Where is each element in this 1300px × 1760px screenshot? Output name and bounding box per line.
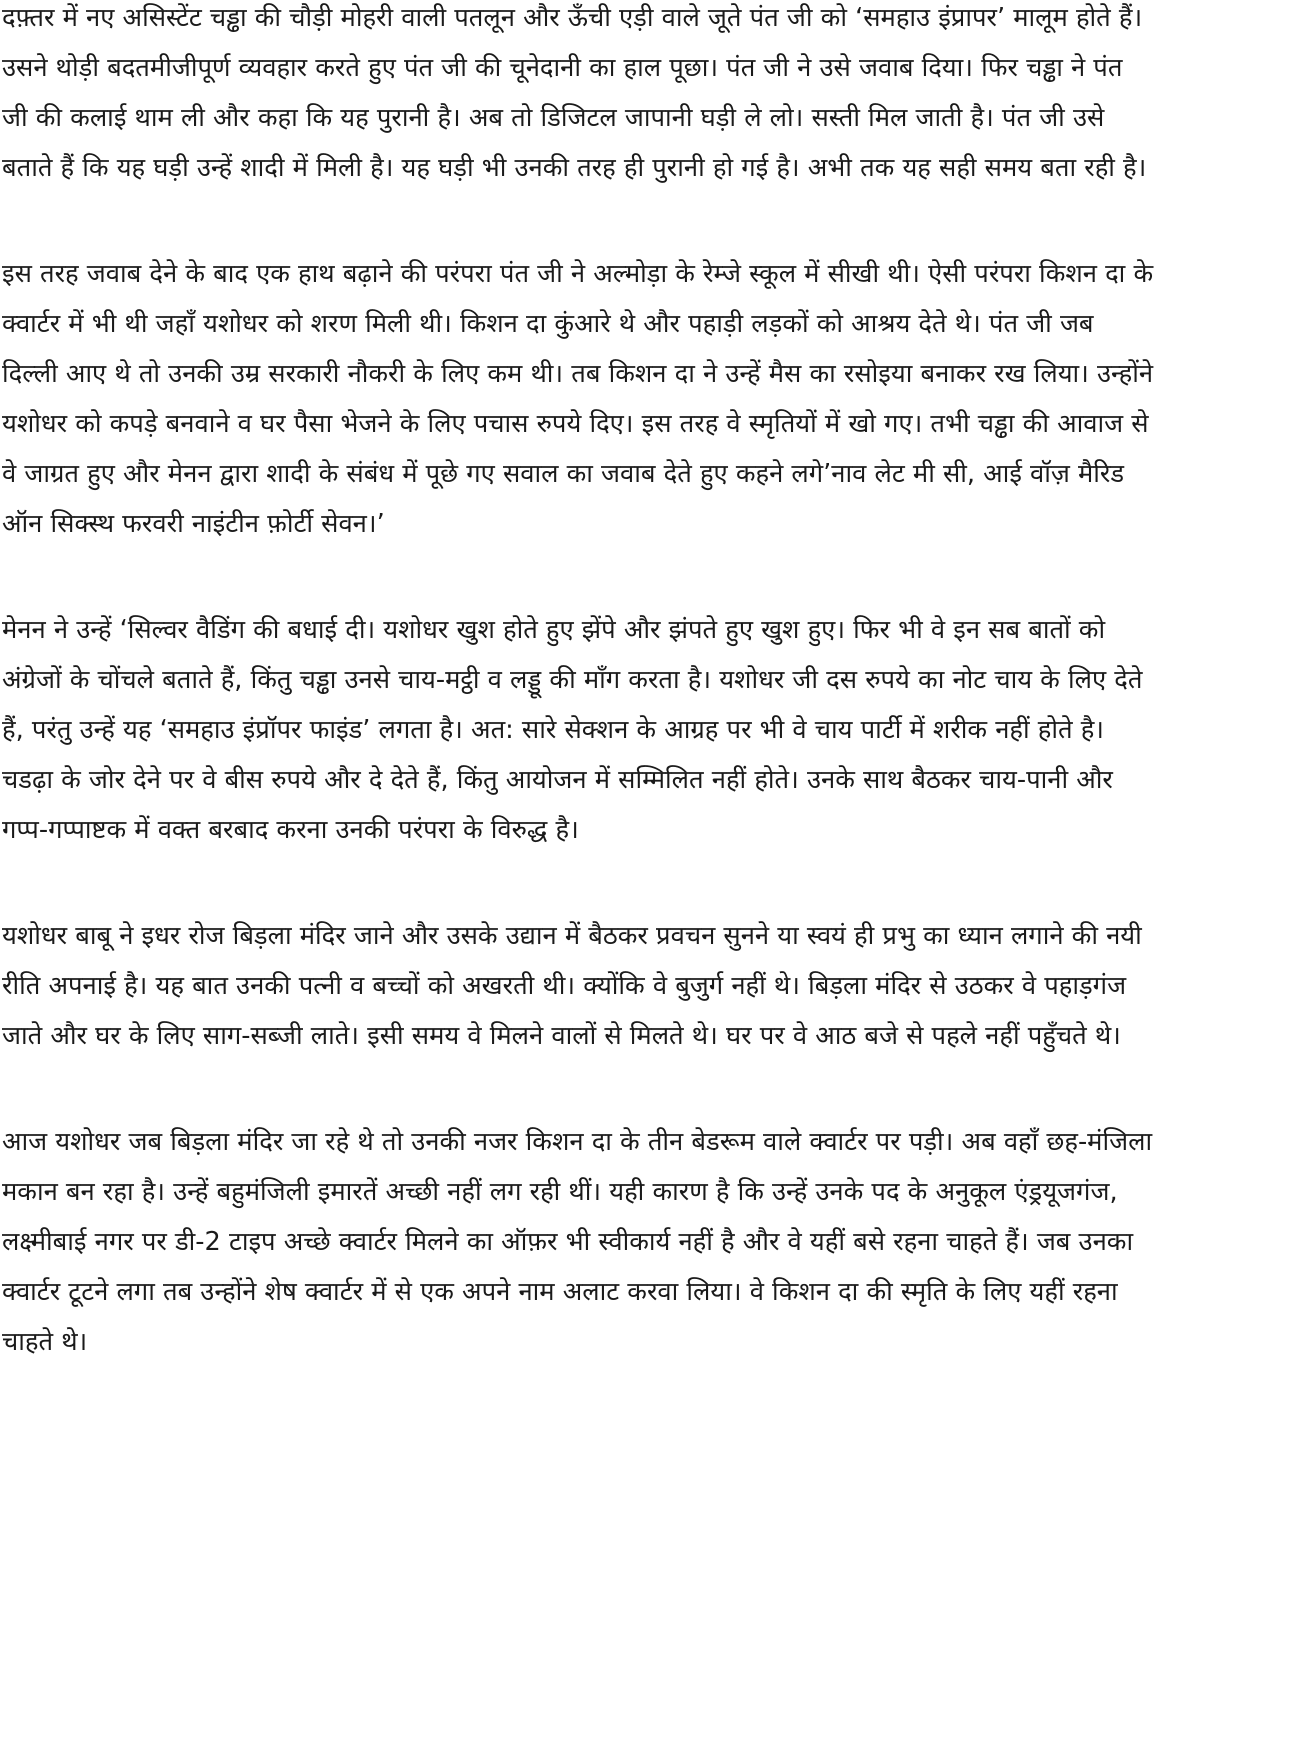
paragraph-4: यशोधर बाबू ने इधर रोज बिड़ला मंदिर जाने और उसके उद्यान में बैठकर प्रवचन सुनने या स्वयं ही प्रभु का ध्यान लगाने की नयी रीति अपनाई है। यह बात उनकी पत्नी व बच्चों को अखरती थी। क्योंकि वे बुजुर्ग नहीं थे। बिड़ला मंदिर से उठकर वे पहाड़गंज जाते और घर के लिए साग-सब्जी लाते। इसी समय वे मिलने वालों से मिलते थे। घर पर वे आठ बजे से पहले नहीं पहुँचते थे। <box>2 921 1142 1051</box>
paragraph-2: इस तरह जवाब देने के बाद एक हाथ बढ़ाने की परंपरा पंत जी ने अल्मोड़ा के रेम्जे स्कूल में सीखी थी। ऐसी परंपरा किशन दा के क्वार्टर में भी थी जहाँ यशोधर को शरण मिली थी। किशन दा कुंआरे थे और पहाड़ी लड़कों को आश्रय देते थे। पंत जी जब दिल्ली आए थे तो उनकी उम्र सरकारी नौकरी के लिए कम थी। तब किशन दा ने उन्हें मैस का रसोइया बनाकर रख लिया। उन्होंने यशोधर को कपड़े बनवाने व घर पैसा भेजने के लिए पचास रुपये दिए। इस तरह वे स्मृतियों में खो गए। तभी चड्ढा की आवाज से वे जाग्रत हुए और मेनन द्वारा शादी के संबंध में पूछे गए सवाल का जवाब देते हुए कहने लगे’नाव लेट मी सी, आई वॉज़ मैरिड ऑन सिक्स्थ फरवरी नाइंटीन फ़ोर्टी सेवन।’ <box>2 259 1154 539</box>
paragraph-5: आज यशोधर जब बिड़ला मंदिर जा रहे थे तो उनकी नजर किशन दा के तीन बेडरूम वाले क्वार्टर पर पड़ी। अब वहाँ छह-मंजिला मकान बन रहा है। उन्हें बहुमंजिली इमारतें अच्छी नहीं लग रही थीं। यही कारण है कि उन्हें उनके पद के अनुकूल एंड्रयूजगंज, लक्ष्मीबाई नगर पर डी-2 टाइप अच्छे क्वार्टर मिलने का ऑफ़र भी स्वीकार्य नहीं है और वे यहीं बसे रहना चाहते हैं। जब उनका क्वार्टर टूटने लगा तब उन्होंने शेष क्वार्टर में से एक अपने नाम अलाट करवा लिया। वे किशन दा की स्मृति के लिए यहीं रहना चाहते थे। <box>2 1127 1153 1357</box>
paragraph-1: दफ़्तर में नए असिस्टेंट चड्ढा की चौड़ी मोहरी वाली पतलून और ऊँची एड़ी वाले जूते पंत जी को ‘समहाउ इंप्रापर’ मालूम होते हैं। उसने थोड़ी बदतमीजीपूर्ण व्यवहार करते हुए पंत जी की चूनेदानी का हाल पूछा। पंत जी ने उसे जवाब दिया। फिर चड्ढा ने पंत जी की कलाई थाम ली और कहा कि यह पुरानी है। अब तो डिजिटल जापानी घड़ी ले लो। सस्ती मिल जाती है। पंत जी उसे बताते हैं कि यह घड़ी उन्हें शादी में मिली है। यह घड़ी भी उनकी तरह ही पुरानी हो गई है। अभी तक यह सही समय बता रही है। <box>2 3 1147 183</box>
paragraph-3: मेनन ने उन्हें ‘सिल्वर वैडिंग की बधाई दी। यशोधर खुश होते हुए झेंपे और झंपते हुए खुश हुए। फिर भी वे इन सब बातों को अंग्रेजों के चोंचले बताते हैं, किंतु चड्ढा उनसे चाय-मट्ठी व लड्डू की माँग करता है। यशोधर जी दस रुपये का नोट चाय के लिए देते हैं, परंतु उन्हें यह ‘समहाउ इंप्रॉपर फाइंड’ लगता है। अत: सारे सेक्शन के आग्रह पर भी वे चाय पार्टी में शरीक नहीं होते है। चडढ़ा के जोर देने पर वे बीस रुपये और दे देते हैं, किंतु आयोजन में सम्मिलित नहीं होते। उनके साथ बैठकर चाय-पानी और गप्प-गप्पाष्टक में वक्त बरबाद करना उनकी परंपरा के विरुद्ध है। <box>2 615 1143 845</box>
